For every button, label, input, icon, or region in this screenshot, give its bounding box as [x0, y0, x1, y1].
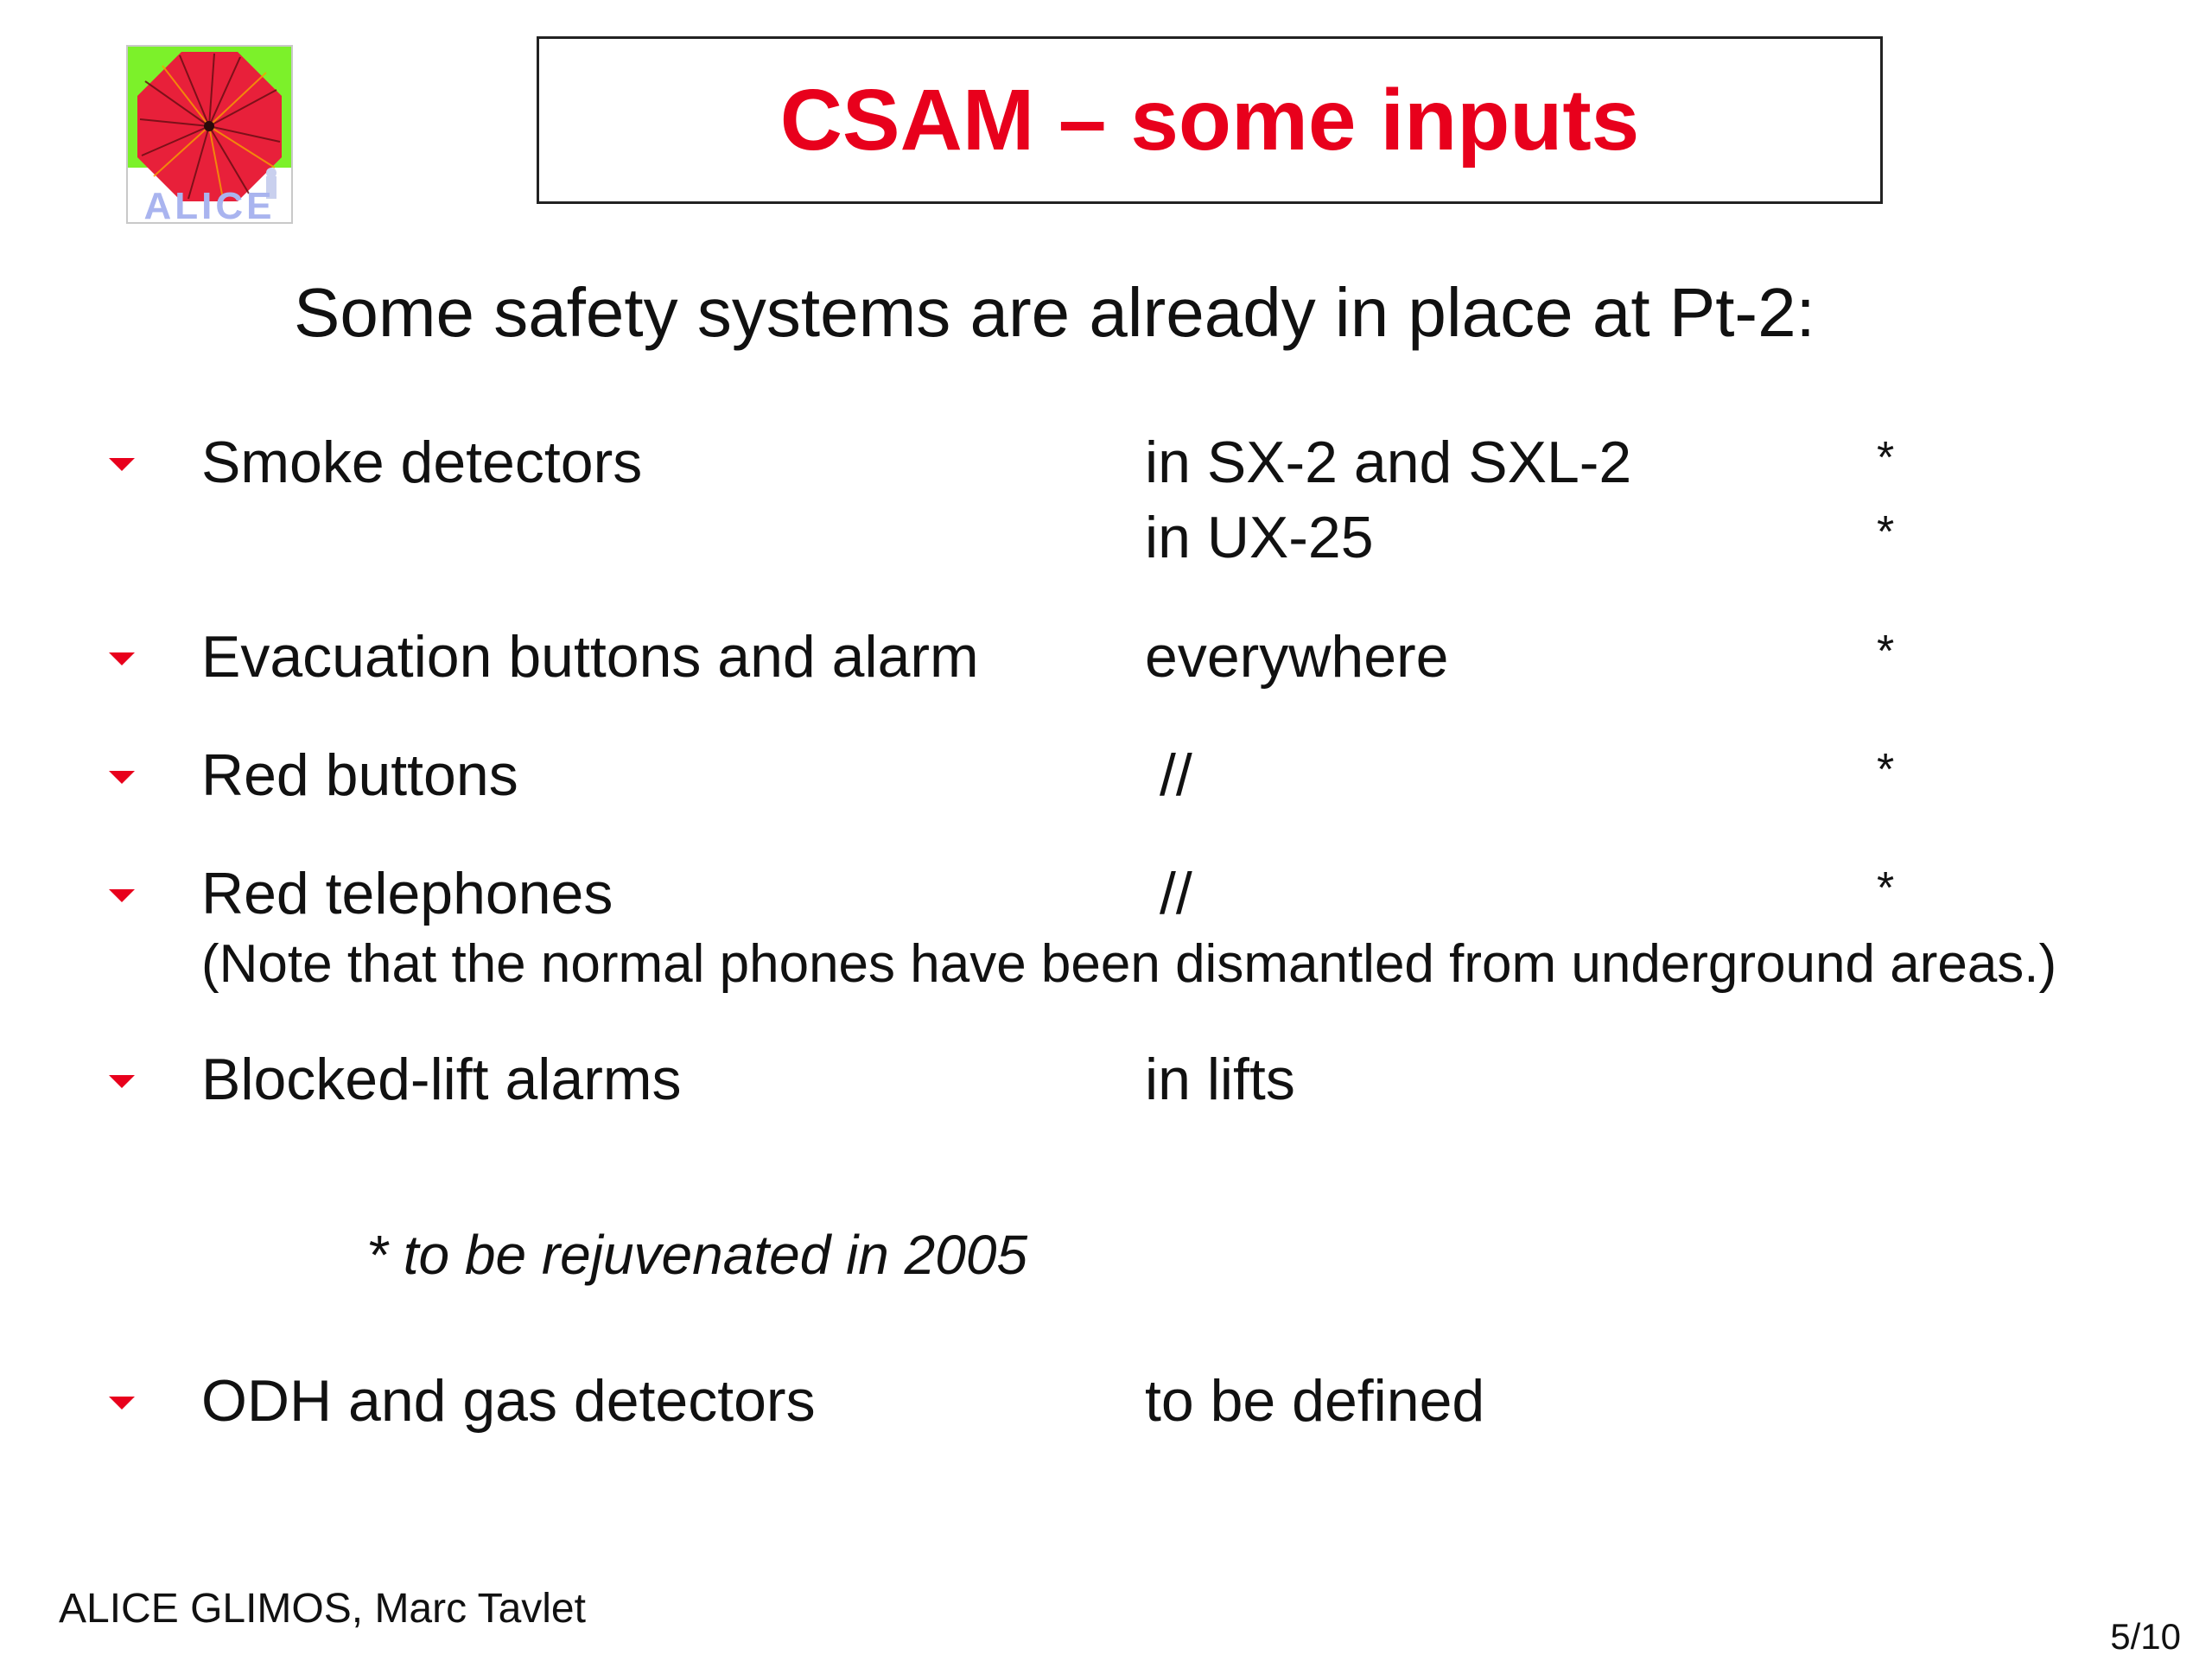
item-label: Red telephones [201, 861, 613, 926]
item-mark: * [1877, 863, 1895, 913]
bullet-arrow-icon [109, 652, 135, 665]
bullet-arrow-icon [109, 771, 135, 784]
bullet-arrow-icon [109, 1397, 135, 1410]
item-mark: * [1877, 627, 1895, 677]
bullet-arrow-icon [109, 458, 135, 471]
item-location: to be defined [1145, 1368, 1485, 1434]
bullet-arrow-icon [109, 1075, 135, 1088]
item-location: // [1160, 742, 1192, 808]
page-number: 5/10 [2110, 1616, 2181, 1657]
item-location: in SX-2 and SXL-2 [1145, 430, 1632, 495]
footer-author: ALICE GLIMOS, Marc Tavlet [59, 1586, 586, 1632]
item-label: Evacuation buttons and alarm [201, 624, 979, 690]
footnote: * to be rejuvenated in 2005 [366, 1224, 1028, 1286]
logo-caption: ALICE [143, 185, 276, 224]
item-mark: * [1877, 433, 1895, 483]
item-mark-2: * [1877, 507, 1895, 557]
item-location: everywhere [1145, 624, 1449, 690]
item-location: in lifts [1145, 1047, 1295, 1112]
item-location: // [1160, 861, 1192, 926]
item-label: Smoke detectors [201, 430, 643, 495]
slide-title: CSAM – some inputs [779, 71, 1640, 169]
item-location-2: in UX-25 [1145, 505, 1374, 570]
item-label: ODH and gas detectors [201, 1368, 816, 1434]
item-note: (Note that the normal phones have been dismantled from underground areas.) [201, 934, 2057, 994]
bullet-arrow-icon [109, 889, 135, 902]
item-mark: * [1877, 745, 1895, 795]
alice-logo [126, 45, 293, 224]
item-label: Blocked-lift alarms [201, 1047, 682, 1112]
title-box [537, 36, 1883, 204]
slide-subtitle: Some safety systems are already in place at Pt-2: [294, 274, 1815, 351]
item-label: Red buttons [201, 742, 518, 808]
